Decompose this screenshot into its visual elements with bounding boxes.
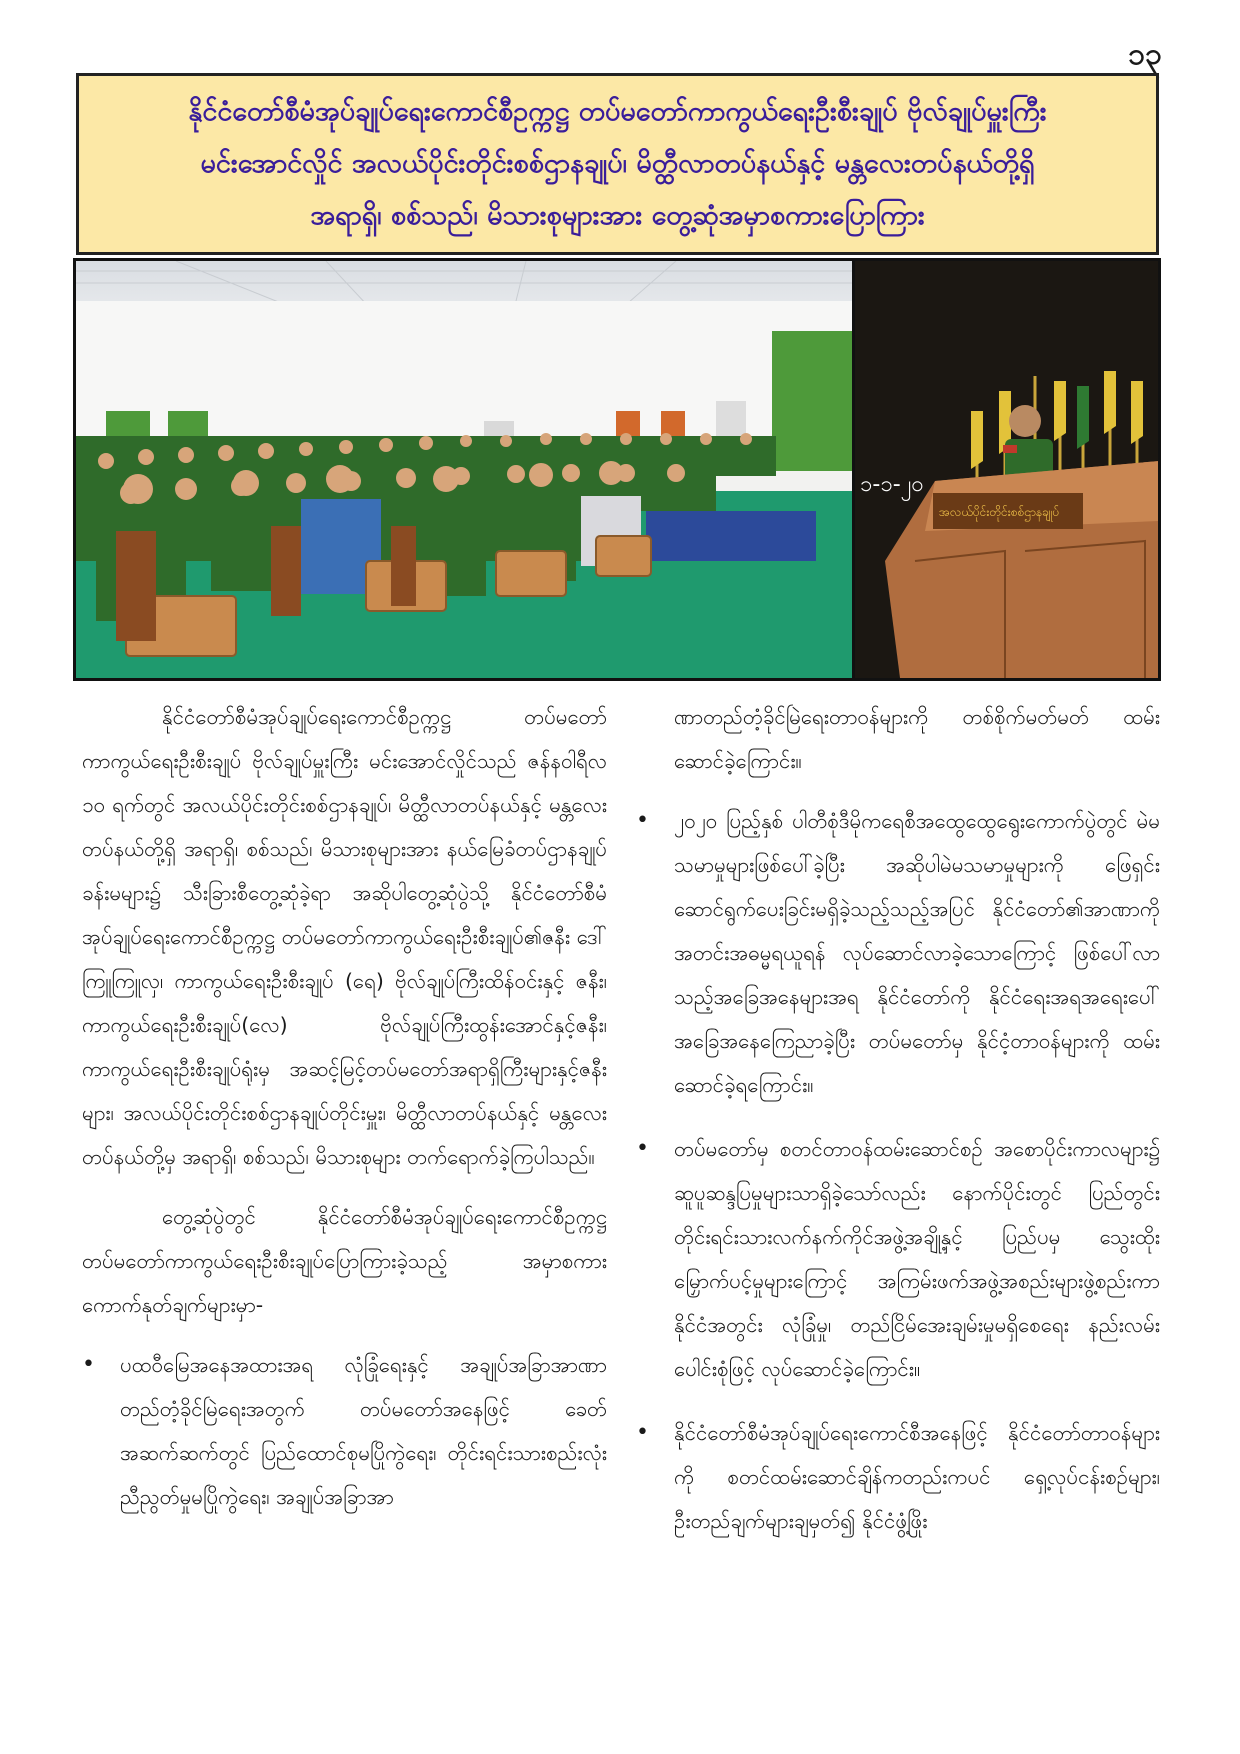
- photo-strip: [73, 258, 1161, 681]
- article-left-column: [82, 695, 607, 1539]
- speech-point-3-text: တပ်မတော်မှ စတင်တာဝန်ထမ်းဆောင်စဉ် အစောပိုင်းကာလများ၌ ဆူပူဆန္ဒပြမှုများသာရှိခဲ့သော်လည်း နောက်ပိုင်းတွင် ပြည်တွင်းတိုင်းရင်းသားလက်နက်ကိုင်အဖွဲ့အချို့နှင့် ပြည်ပမှ သွေးထိုးမြှောက်ပင့်မှုများကြောင့် အကြမ်းဖက်အဖွဲ့အစည်းများဖွဲ့စည်းကာ နိုင်ငံအတွင်း လုံခြုံမှု၊ တည်ငြိမ်အေးချမ်းမှုမရှိစေရေး နည်းလမ်းပေါင်းစုံဖြင့် လုပ်ဆောင်ခဲ့ကြောင်း။: [674, 1137, 1160, 1381]
- podium-emblem-text: အလယ်ပိုင်းတိုင်းစစ်ဌာနချုပ်: [938, 505, 1060, 519]
- podium-illustration: [855, 261, 1158, 678]
- article-right-column: [636, 695, 1160, 1563]
- speech-point-2-text: ၂၀၂၀ ပြည့်နှစ် ပါတီစုံဒီမိုကရေစီအထွေထွေရွေးကောက်ပွဲတွင် မဲမသမာမှုများဖြစ်ပေါ်ခဲ့ပြီး အဆိုပါမဲမသမာမှုများကို ဖြေရှင်းဆောင်ရွက်ပေးခြင်းမရှိခဲ့သည့်သည့်အပြင် နိုင်ငံတော်၏အာဏာကို အတင်းအဓမ္မရယူရန် လုပ်ဆောင်လာခဲ့သောကြောင့် ဖြစ်ပေါ်လာသည့်အခြေအနေများအရ နိုင်ငံတော်ကို နိုင်ငံရေးအရအရေးပေါ်အခြေအနေကြေညာခဲ့ပြီး တပ်မတော်မှ နိုင်ငံ့တာဝန်များကို ထမ်းဆောင်ခဲ့ရကြောင်း။: [674, 809, 1160, 1097]
- speech-point-1-continued: ဏာတည်တံ့ခိုင်မြဲရေးတာဝန်များကို တစ်စိုက်မတ်မတ် ထမ်းဆောင်ခဲ့ကြောင်း။: [674, 705, 1160, 773]
- audience-hall-illustration: [76, 261, 852, 678]
- speech-point-3: [636, 1127, 1160, 1391]
- headline-line-3: အရာရှိ၊ စစ်သည်၊ မိသားစုများအား တွေ့ဆုံအမှာစကားပြောကြား: [310, 200, 925, 231]
- speech-point-1: [82, 1343, 607, 1519]
- bullet-icon: •: [636, 1136, 649, 1161]
- audience-hall-photo: [76, 261, 852, 678]
- speech-point-4: [636, 1411, 1160, 1543]
- headline-line-2: မင်းအောင်လှိုင် အလယ်ပိုင်းတိုင်းစစ်ဌာနချုပ်၊ မိတ္ထီလာတပ်နယ်နှင့် မန္တလေးတပ်နယ်တို့ရှိ: [200, 148, 1035, 179]
- headline-line-1: နိုင်ငံတော်စီမံအုပ်ချုပ်ရေးကောင်စီဥက္ကဋ္ဌ တပ်မတော်ကာကွယ်ရေးဦးစီးချုပ် ဗိုလ်ချုပ်မှူးကြီး: [188, 96, 1047, 127]
- bullet-icon: •: [636, 1420, 649, 1445]
- bullet-icon: •: [82, 1352, 95, 1377]
- intro-paragraph: နိုင်ငံတော်စီမံအုပ်ချုပ်ရေးကောင်စီဥက္ကဋ္ဌ တပ်မတော်ကာကွယ်ရေးဦးစီးချုပ် ဗိုလ်ချုပ်မှူးကြီး မင်းအောင်လှိုင်သည် ဇန်နဝါရီလ ၁၀ ရက်တွင် အလယ်ပိုင်းတိုင်းစစ်ဌာနချုပ်၊ မိတ္ထီလာတပ်နယ်နှင့် မန္တလေးတပ်နယ်တို့ရှိ အရာရှိ၊ စစ်သည်၊ မိသားစုများအား နယ်မြေခံတပ်ဌာနချုပ်ခန်းမများ၌ သီးခြားစီတွေ့ဆုံခဲ့ရာ အဆိုပါတွေ့ဆုံပွဲသို့ နိုင်ငံတော်စီမံအုပ်ချုပ်ရေးကောင်စီဥက္ကဋ္ဌ တပ်မတော်ကာကွယ်ရေးဦးစီးချုပ်၏ဇနီး ဒေါ်ကြူကြူလှ၊ ကာကွယ်ရေးဦးစီးချုပ် (ရေ) ဗိုလ်ချုပ်ကြီးထိန်ဝင်းနှင့် ဇနီး၊ ကာကွယ်ရေးဦးစီးချုပ်(လေ) ဗိုလ်ချုပ်ကြီးထွန်းအောင်နှင့်ဇနီး၊ ကာကွယ်ရေးဦးစီးချုပ်ရုံးမှ အဆင့်မြင့်တပ်မတော်အရာရှိကြီးများနှင့်ဇနီးများ၊ အလယ်ပိုင်းတိုင်းစစ်ဌာနချုပ်တိုင်းမှူး၊ မိတ္ထီလာတပ်နယ်နှင့် မန္တလေးတပ်နယ်တို့မှ အရာရှိ၊ စစ်သည်၊ မိသားစုများ တက်ရောက်ခဲ့ကြပါသည်။: [82, 705, 607, 1169]
- bullet-icon: •: [636, 808, 649, 833]
- speech-points-list-continued: [636, 799, 1160, 1543]
- page-number: ၁၃: [1128, 37, 1162, 72]
- speech-point-2: [636, 799, 1160, 1107]
- speech-point-1-text: ပထဝီမြေအနေအထားအရ လုံခြုံရေးနှင့် အချုပ်အခြာအာဏာတည်တံ့ခိုင်မြဲရေးအတွက် တပ်မတော်အနေဖြင့် ခေတ်အဆက်ဆက်တွင် ပြည်ထောင်စုမပြိုကွဲရေး၊ တိုင်းရင်းသားစည်းလုံးညီညွတ်မှုမပြိုကွဲရေး၊ အချုပ်အခြာအာ: [120, 1353, 607, 1509]
- speech-points-list: [82, 1343, 607, 1519]
- podium-speaker-photo: [855, 261, 1158, 678]
- podium-banner-text: ၁-၁-၂၀: [859, 472, 924, 497]
- speech-intro-paragraph: တွေ့ဆုံပွဲတွင် နိုင်ငံတော်စီမံအုပ်ချုပ်ရေးကောင်စီဥက္ကဋ္ဌ တပ်မတော်ကာကွယ်ရေးဦးစီးချုပ်ပြောကြားခဲ့သည့် အမှာစကားကောက်နုတ်ချက်များမှာ-: [82, 1205, 607, 1317]
- speech-point-4-text: နိုင်ငံတော်စီမံအုပ်ချုပ်ရေးကောင်စီအနေဖြင့် နိုင်ငံတော်တာဝန်များကို စတင်ထမ်းဆောင်ချိန်ကတည်းကပင် ရှေ့လုပ်ငန်းစဉ်များ၊ ဦးတည်ချက်များချမှတ်၍ နိုင်ငံဖွံ့ဖြိုး: [674, 1421, 1160, 1533]
- headline-box: [76, 73, 1159, 255]
